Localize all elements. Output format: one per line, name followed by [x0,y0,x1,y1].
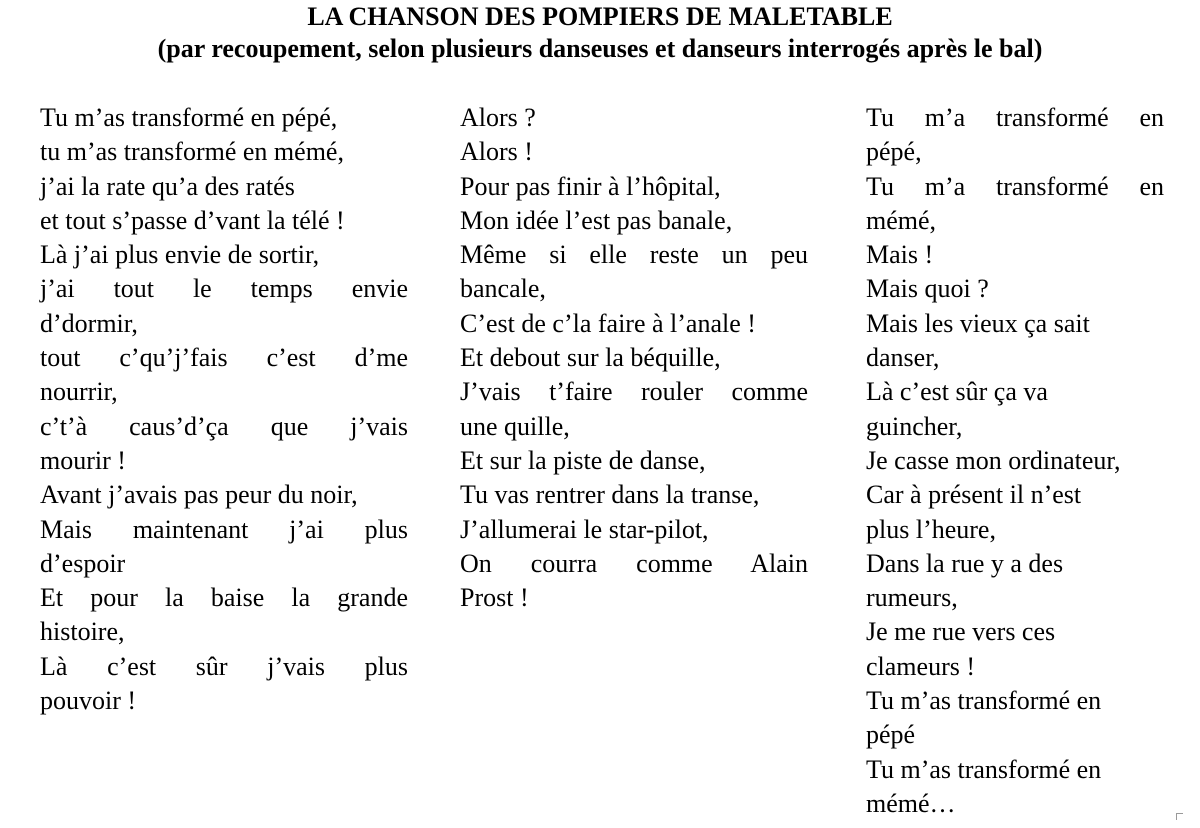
song-line: Mais les vieux ça sait [866,308,1090,338]
page-corner-mark [1176,813,1183,820]
song-line: Mais ! [866,240,934,270]
song-line: J’allumerai le star-pilot, [460,514,709,544]
song-line: Mais quoi ? [866,274,989,304]
song-column-3 [866,101,1164,821]
song-line: Je me rue vers ces [866,617,1056,647]
song-line: Tu m’as transformé en [866,686,1102,716]
song-line: et tout s’passe d’vant la télé ! [40,205,345,235]
song-line: une quille, [460,411,570,441]
song-line: tout c’qu’j’fais c’est d’me [40,343,408,373]
document-subtitle: (par recoupement, selon plusieurs danseuses et danseurs interrogés après le bal) [157,34,1043,63]
song-line: Tu m’a transformé en [866,171,1164,201]
song-line: Et pour la baise la grande [40,583,408,613]
song-line: nourrir, [40,377,118,407]
song-line: Alors ? [460,103,536,132]
song-line: Pour pas finir à l’hôpital, [460,171,721,201]
song-line: plus l’heure, [866,514,996,544]
song-line: Tu m’a transformé en [866,103,1164,132]
song-line: Même si elle reste un peu [460,240,808,270]
song-line: J’vais t’faire rouler comme [460,377,808,407]
song-line: On courra comme Alain [460,548,808,578]
song-line: Dans la rue y a des [866,548,1064,578]
song-line: Mon idée l’est pas banale, [460,205,733,235]
song-line: guincher, [866,411,963,441]
song-line: bancale, [460,274,546,304]
song-line: d’dormir, [40,308,138,338]
song-line: Et debout sur la béquille, [460,343,721,373]
song-line: danser, [866,343,940,373]
song-line: Prost ! [460,583,529,613]
song-line: Tu vas rentrer dans la transe, [460,480,760,510]
song-line: histoire, [40,617,125,647]
song-line: Avant j’avais pas peur du noir, [40,480,358,510]
song-line: C’est de c’la faire à l’anale ! [460,308,756,338]
song-line: Là c’est sûr ça va [866,377,1048,407]
song-line: pépé, [866,137,922,167]
song-line: Tu m’as transformé en pépé, [40,103,338,132]
song-line: mourir ! [40,445,126,475]
song-line: pépé [866,720,916,750]
song-line: mémé, [866,205,937,235]
song-line: Mais maintenant j’ai plus [40,514,408,544]
song-line: Alors ! [460,137,533,167]
song-line: c’t’à caus’d’ça que j’vais [40,411,408,441]
song-line: Je casse mon ordinateur, [866,445,1121,475]
song-column-2 [460,101,808,615]
song-line: tu m’as transformé en mémé, [40,137,344,167]
song-line: Tu m’as transformé en [866,754,1102,784]
song-line: rumeurs, [866,583,958,613]
song-line: Et sur la piste de danse, [460,445,706,475]
song-line: j’ai la rate qu’a des ratés [40,171,295,201]
song-line: Là j’ai plus envie de sortir, [40,240,320,270]
song-line: mémé… [866,788,956,818]
song-line: Là c’est sûr j’vais plus [40,651,408,681]
song-line: Car à présent il n’est [866,480,1082,510]
song-line: d’espoir [40,548,126,578]
document-title: LA CHANSON DES POMPIERS DE MALETABLE [307,2,893,31]
song-column-1 [40,101,408,718]
song-line: clameurs ! [866,651,976,681]
song-line: pouvoir ! [40,686,137,716]
song-line: j’ai tout le temps envie [40,274,408,304]
